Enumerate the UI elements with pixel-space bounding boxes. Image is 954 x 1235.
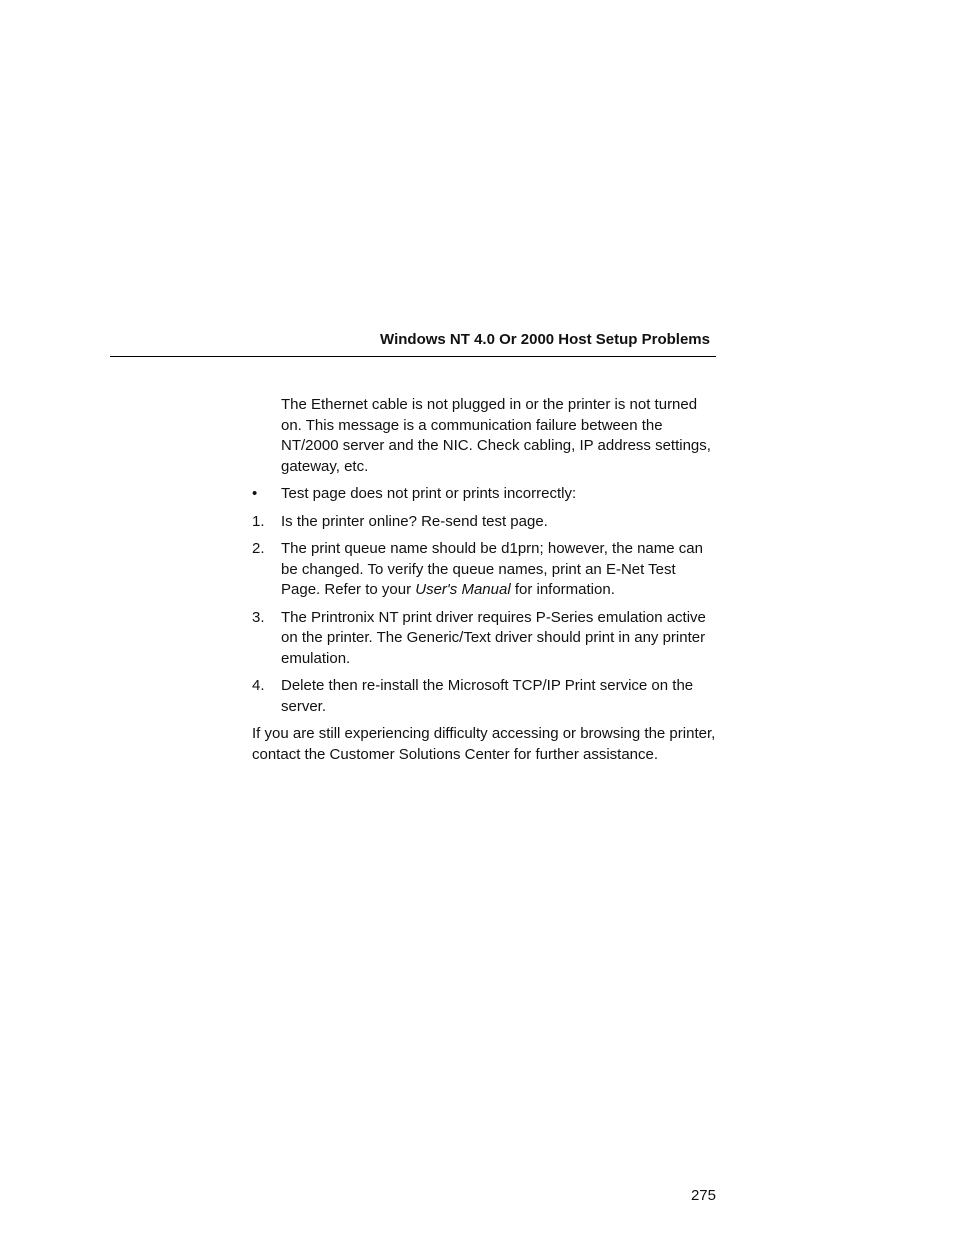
- running-header: [110, 330, 716, 357]
- page-body: [252, 395, 716, 765]
- closing-paragraph: If you are still experiencing difficulty accessing or browsing the printer, contact the Customer Solutions Center for further assistance.: [252, 725, 716, 763]
- list-item-4: [252, 676, 716, 717]
- list-number: 4.: [252, 677, 265, 694]
- list-number: 2.: [252, 540, 265, 557]
- bullet-text: Test page does not print or prints incorrectly:: [281, 485, 577, 502]
- intro-paragraph: The Ethernet cable is not plugged in or the printer is not turned on. This message is a communication failure between the NT/2000 server and the NIC. Check cabling, IP address settings, gateway, etc.: [281, 396, 711, 475]
- page-number: 275: [690, 1187, 716, 1204]
- page-title: Windows NT 4.0 Or 2000 Host Setup Problems: [380, 331, 710, 348]
- list-item-2: [252, 539, 716, 601]
- list-item-text: [281, 539, 716, 601]
- list-item-text: Is the printer online? Re-send test page.: [281, 512, 548, 530]
- list-number: 3.: [252, 608, 265, 626]
- list-item-1: [252, 512, 716, 533]
- list-item-text: The Printronix NT print driver requires P-Series emulation active on the printer. The Generic/Text driver should print in any printer emulation.: [281, 608, 706, 667]
- bullet-marker: •: [252, 485, 258, 502]
- bullet-item: [252, 484, 716, 505]
- manual-title: User's Manual: [415, 581, 511, 598]
- list-item-text-end: for information.: [510, 581, 615, 598]
- list-item-3: [252, 608, 716, 670]
- list-number: 1.: [252, 512, 265, 530]
- list-item-text-start: The print queue name should be d1prn; however, the name can be changed. To verify the queue names, print an E-Net Test Page. Refer to your: [281, 540, 703, 598]
- list-item-text: Delete then re-install the Microsoft TCP/IP Print service on the server.: [281, 677, 694, 715]
